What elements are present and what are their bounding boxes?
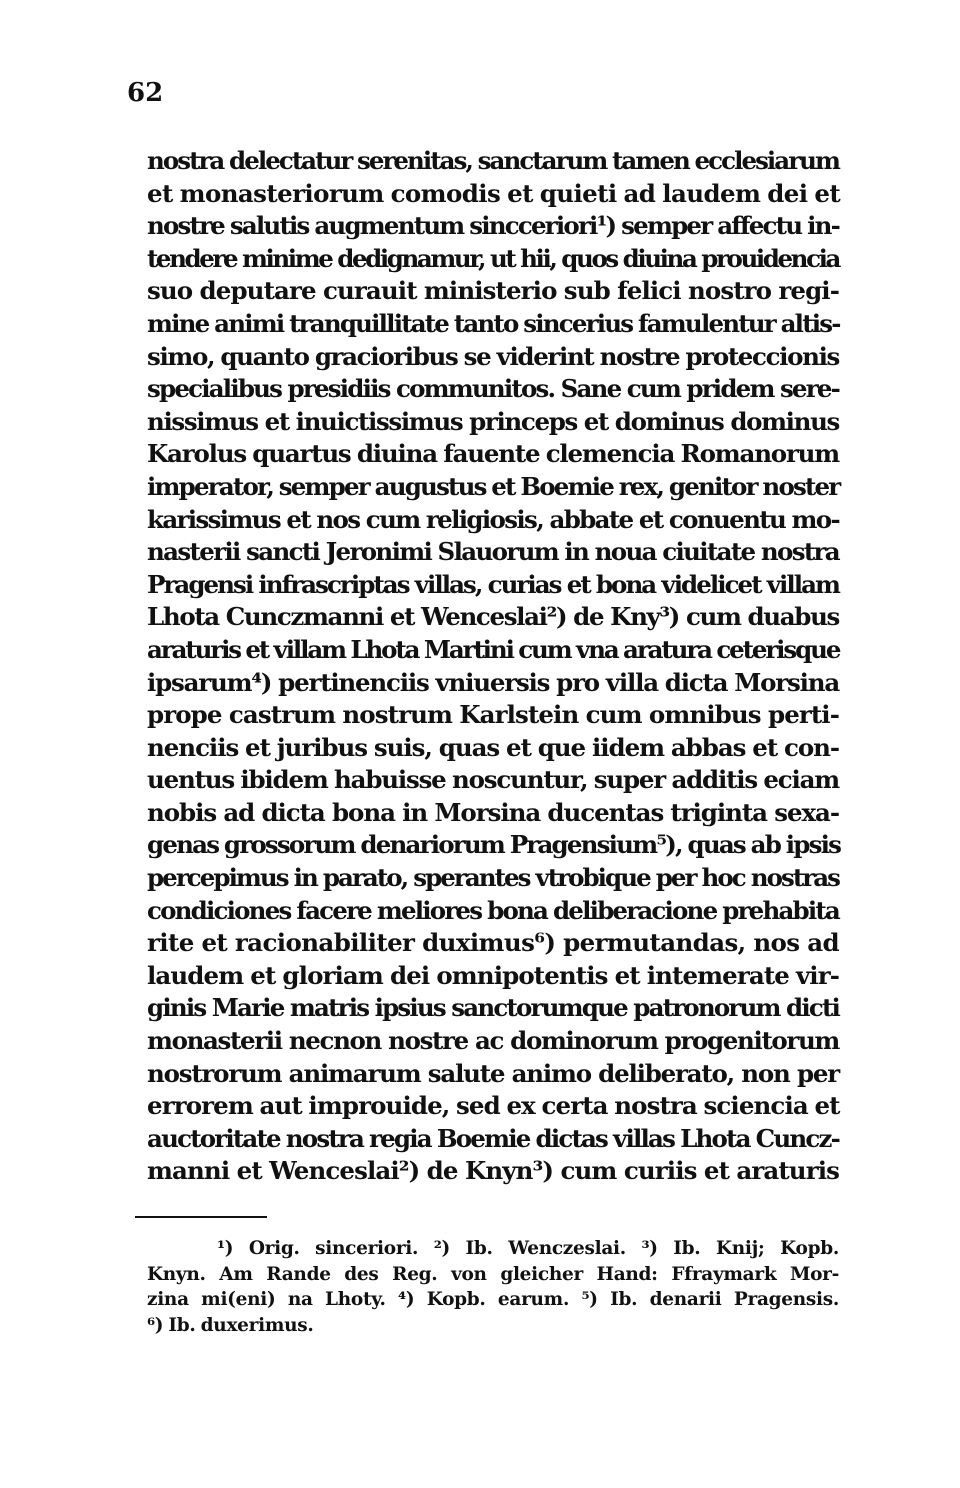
text-line: nenciis et juribus suis, quas et que iidem abbas et con- bbox=[147, 732, 839, 762]
text-line: manni et Wenceslai²) de Knyn³) cum curiis et araturis bbox=[147, 1156, 839, 1186]
footnote-line: ¹) Orig. sinceriori. ²) Ib. Wenczeslai. ³) Ib. Knij; Kopb. bbox=[217, 1238, 839, 1259]
text-line: uentus ibidem habuisse noscuntur, super additis eciam bbox=[147, 765, 839, 795]
text-line: nostra delectatur serenitas, sanctarum tamen ecclesiarum bbox=[147, 146, 839, 175]
text-line: araturis et villam Lhota Martini cum vna aratura ceterisque bbox=[147, 634, 840, 664]
footnotes bbox=[147, 1236, 839, 1338]
text-line: condiciones facere meliores bona deliberacione prehabita bbox=[147, 895, 839, 925]
text-line: nissimus et inuictissimus princeps et dominus dominus bbox=[147, 406, 839, 436]
text-line: monasterii necnon nostre ac dominorum progenitorum bbox=[147, 1026, 839, 1056]
text-line: percepimus in parato, sperantes vtrobique per hoc nostras bbox=[147, 863, 839, 893]
text-line: prope castrum nostrum Karlstein cum omnibus perti- bbox=[147, 700, 839, 730]
text-line: imperator, semper augustus et Boemie rex, genitor noster bbox=[147, 471, 840, 501]
text-line: ipsarum⁴) pertinenciis vniuersis pro villa dicta Morsina bbox=[147, 667, 839, 697]
text-line: nobis ad dicta bona in Morsina ducentas triginta sexa- bbox=[147, 797, 839, 827]
footnote-divider bbox=[135, 1216, 267, 1218]
text-line: errorem aut improuide, sed ex certa nostra sciencia et bbox=[147, 1091, 840, 1121]
footnote-line: ⁶) Ib. duxerimus. bbox=[147, 1314, 314, 1336]
text-line: suo deputare curauit ministerio sub felici nostro regi- bbox=[147, 276, 839, 306]
text-line: auctoritate nostra regia Boemie dictas villas Lhota Cuncz- bbox=[147, 1123, 839, 1153]
footnote-line: zina mi(eni) na Lhoty. ⁴) Kopb. earum. ⁵) Ib. denarii Pragensis. bbox=[147, 1289, 839, 1310]
text-line: ginis Marie matris ipsius sanctorumque patronorum dicti bbox=[147, 993, 839, 1023]
text-line: nostrorum animarum salute animo deliberato, non per bbox=[147, 1058, 839, 1088]
text-line: genas grossorum denariorum Pragensium⁵), quas ab ipsis bbox=[147, 830, 841, 860]
text-line: Lhota Cunczmanni et Wenceslai²) de Kny³) cum duabus bbox=[147, 602, 839, 632]
body-text bbox=[147, 145, 839, 1188]
text-line: rite et racionabiliter duximus⁶) permutandas, nos ad bbox=[147, 928, 839, 958]
footnote-line: Knyn. Am Rande des Reg. von gleicher Hand: Ffraymark Mor- bbox=[147, 1263, 839, 1285]
text-line: nasterii sancti Jeronimi Slauorum in noua ciuitate nostra bbox=[147, 537, 839, 567]
text-line: laudem et gloriam dei omnipotentis et intemerate vir- bbox=[147, 960, 839, 990]
text-line: nostre salutis augmentum sincceriori¹) semper affectu in- bbox=[147, 211, 839, 241]
text-line: Pragensi infrascriptas villas, curias et bona videlicet villam bbox=[147, 569, 839, 599]
text-line: mine animi tranquillitate tanto sincerius famulentur altis- bbox=[147, 308, 840, 338]
text-line: simo, quanto gracioribus se viderint nostre proteccionis bbox=[147, 341, 839, 371]
text-line: karissimus et nos cum religiosis, abbate et conuentu mo- bbox=[147, 504, 839, 534]
page-number: 62 bbox=[127, 78, 164, 108]
text-line: Karolus quartus diuina fauente clemencia Romanorum bbox=[147, 439, 839, 469]
text-line: et monasteriorum comodis et quieti ad laudem dei et bbox=[147, 178, 841, 208]
text-line: tendere minime dedignamur, ut hii, quos diuina prouidencia bbox=[147, 243, 839, 273]
text-line: specialibus presidiis communitos. Sane cum pridem sere- bbox=[147, 374, 839, 404]
